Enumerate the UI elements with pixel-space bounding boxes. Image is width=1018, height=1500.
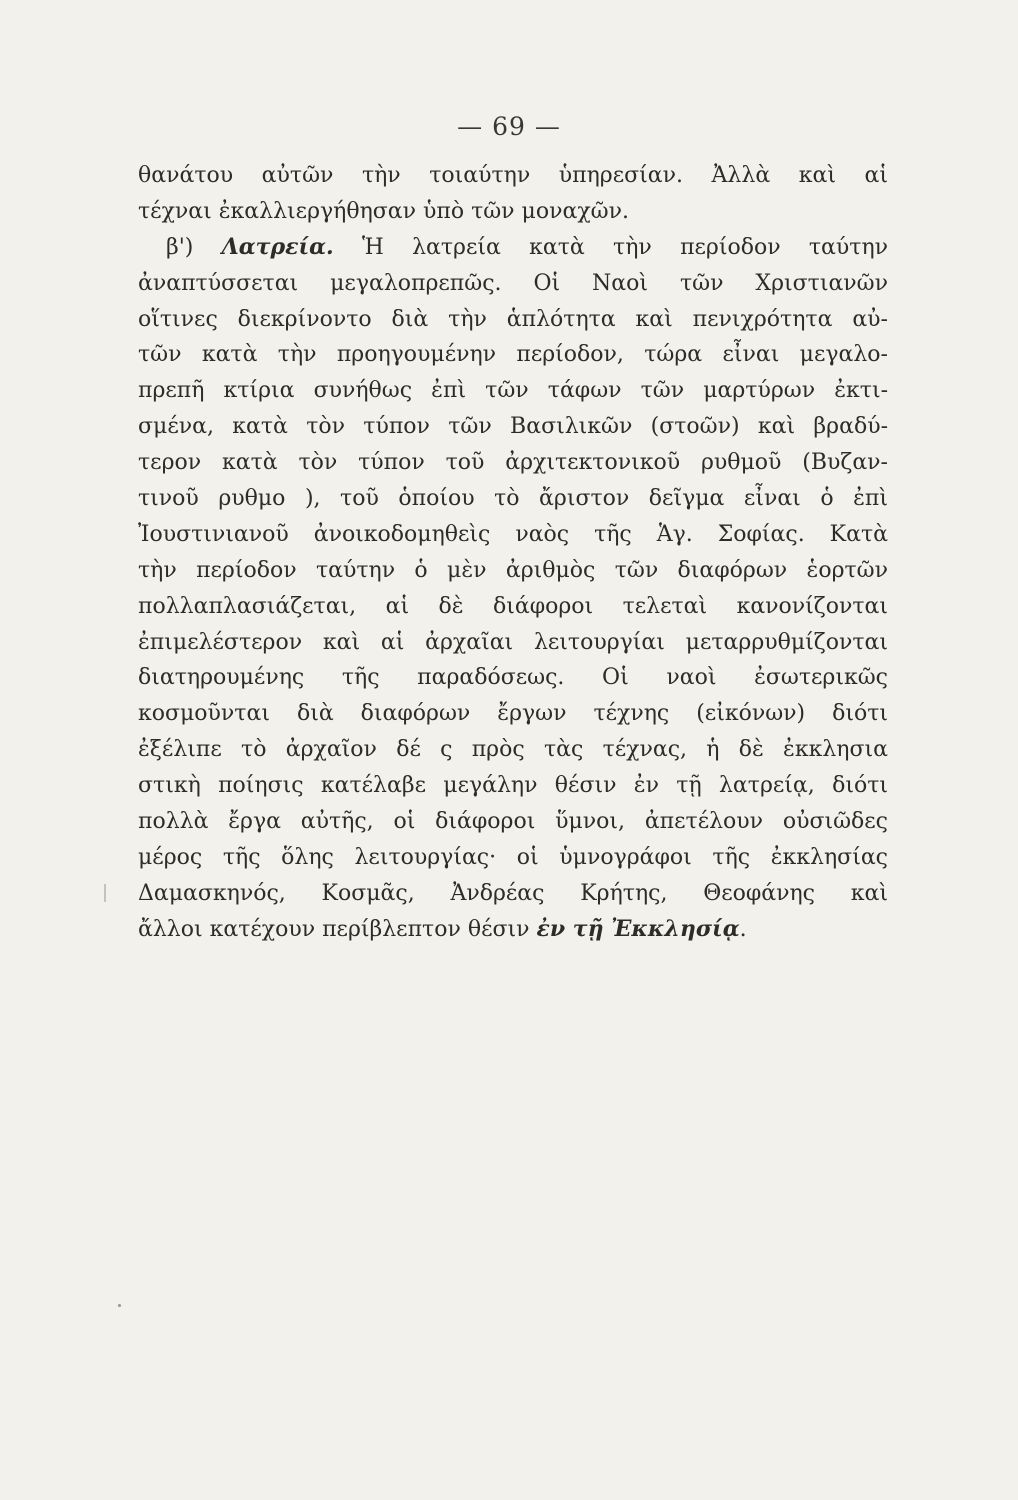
section-heading-text: Ἡ λατρεία κατὰ τὴν περίοδον ταύτην <box>333 234 888 260</box>
text-line: Ἰουστινιανοῦ ἀνοικοδομηθεὶς ναὸς τῆς Ἁγ. Σοφίας. Κατὰ <box>138 521 888 547</box>
text-line: τέχναι ἐκαλλιεργήθησαν ὑπὸ τῶν μοναχῶν. <box>138 198 629 224</box>
closing-punctuation: . <box>739 916 747 942</box>
text-line: κοσμοῦνται διὰ διαφόρων ἔργων τέχνης (εἰκόνων) διότι <box>138 701 888 727</box>
text-line: οἵτινες διεκρίνοντο διὰ τὴν ἁπλότητα καὶ πενιχρότητα αὐ- <box>138 306 888 332</box>
text-line: πρεπῆ κτίρια συνήθως ἐπὶ τῶν τάφων τῶν μαρτύρων ἐκτι- <box>138 378 888 404</box>
text-line: τινοῦ ρυθμο ), τοῦ ὁποίου τὸ ἄριστον δεῖγμα εἶναι ὁ ἐπὶ <box>138 486 888 512</box>
paper-speck <box>118 1304 121 1307</box>
text-line: σμένα, κατὰ τὸν τύπον τῶν Βασιλικῶν (στοῶν) καὶ βραδύ- <box>138 414 888 440</box>
text-line: τὴν περίοδον ταύτην ὁ μὲν ἀριθμὸς τῶν διαφόρων ἑορτῶν <box>138 557 888 583</box>
text-line: θανάτου αὐτῶν τὴν τοιαύτην ὑπηρεσίαν. Ἀλλὰ καὶ αἱ <box>138 163 888 188</box>
text-line: διατηρουμένης τῆς παραδόσεως. Οἱ ναοὶ ἐσωτερικῶς <box>138 665 888 691</box>
section-marker: β') <box>166 234 222 260</box>
text-line: ἀναπτύσσεται μεγαλοπρεπῶς. Οἱ Ναοὶ τῶν Χριστιανῶν <box>138 270 888 296</box>
page-number: — 69 — <box>457 112 561 141</box>
text-line: ἐπιμελέστερον καὶ αἱ ἀρχαῖαι λειτουργίαι μεταρρυθμίζονται <box>138 629 888 655</box>
text-line: τῶν κατὰ τὴν προηγουμένην περίοδον, τώρα εἶναι μεγαλο- <box>138 342 888 368</box>
closing-text: ἄλλοι κατέχουν περίβλεπτον θέσιν <box>138 916 537 942</box>
section-title: Λατρεία. <box>221 233 334 260</box>
text-line: μέρος τῆς ὅλης λειτουργίας· οἱ ὑμνογράφοι τῆς ἐκκλησίας <box>138 844 888 870</box>
text-line: ἐξέλιπε τὸ ἀρχαῖον δέ ς πρὸς τὰς τέχνας, ἡ δὲ ἐκκλησια <box>138 737 888 763</box>
body-text <box>138 158 888 948</box>
text-line: πολλαπλασιάζεται, αἱ δὲ διάφοροι τελεταὶ κανονίζονται <box>138 593 888 619</box>
text-line: Δαμασκηνός, Κοσμᾶς, Ἀνδρέας Κρήτης, Θεοφάνης καὶ <box>138 880 888 906</box>
section-heading-line <box>138 230 888 266</box>
text-line: στικὴ ποίησις κατέλαβε μεγάλην θέσιν ἐν τῇ λατρείᾳ, διότι <box>138 773 888 799</box>
text-line: πολλὰ ἔργα αὐτῆς, οἱ διάφοροι ὕμνοι, ἀπετέλουν οὐσιῶδες <box>138 809 888 835</box>
closing-emphasis: ἐν τῇ Ἐκκλησίᾳ <box>536 915 740 942</box>
closing-line <box>138 912 888 948</box>
text-line: τερον κατὰ τὸν τύπον τοῦ ἀρχιτεκτονικοῦ ρυθμοῦ (Βυζαν- <box>138 450 888 476</box>
margin-mark <box>104 884 106 902</box>
